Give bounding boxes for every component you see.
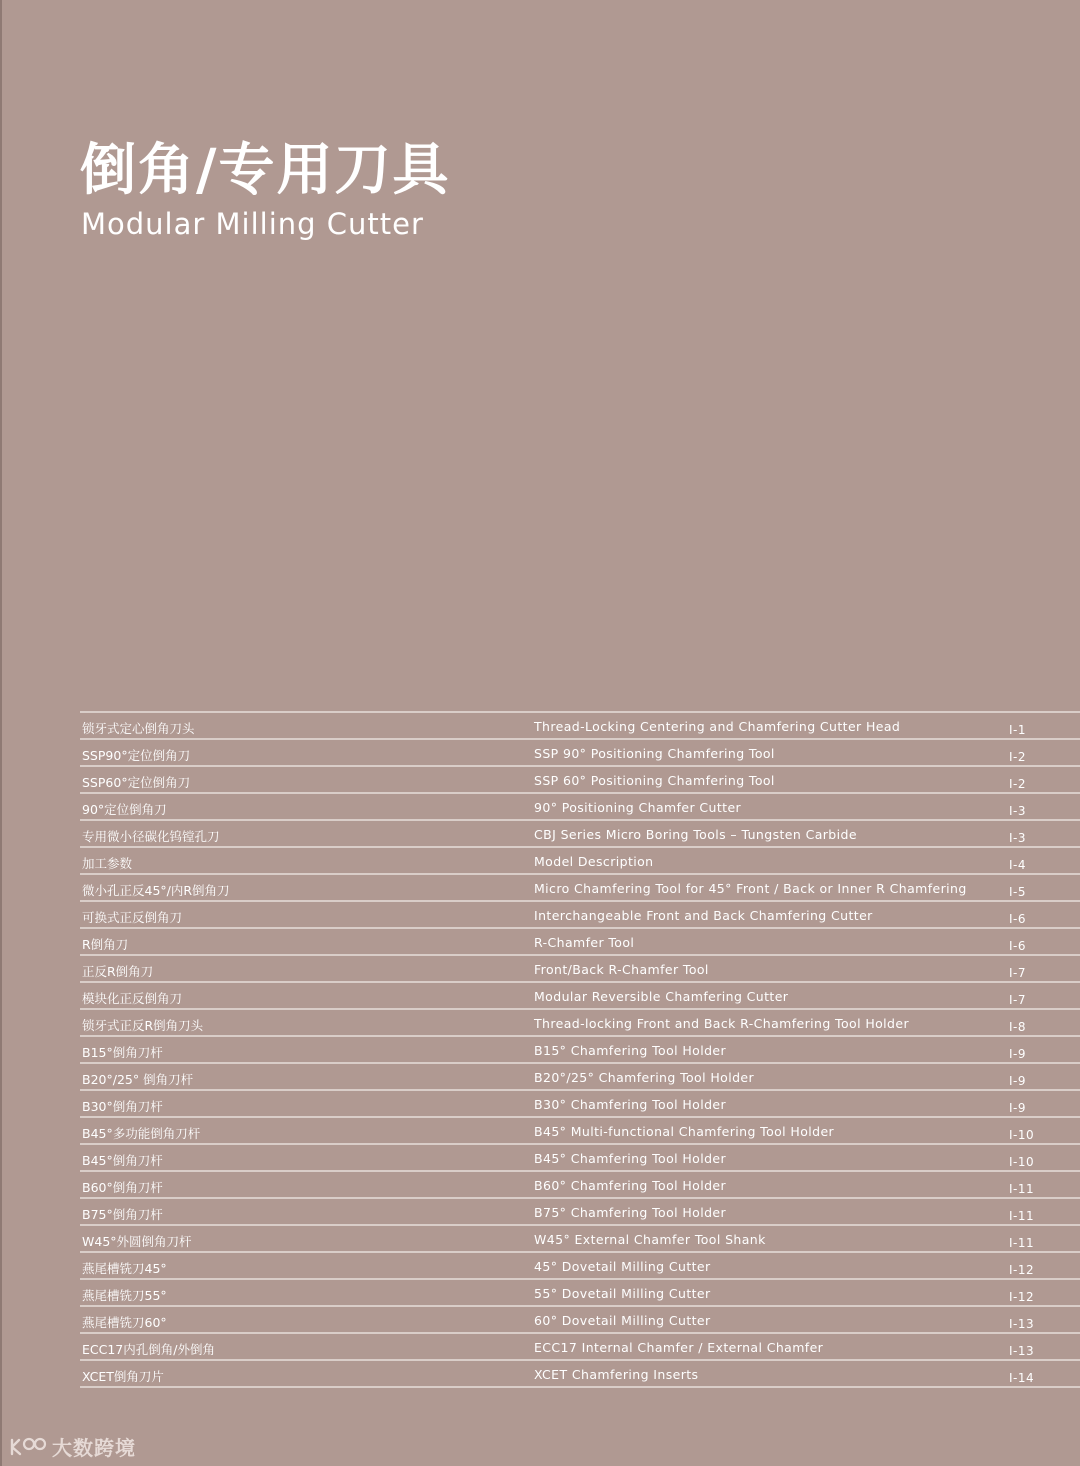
toc-title-zh: 锁牙式正反R倒角刀头 <box>82 1018 204 1033</box>
toc-page-number: I-10 <box>1009 1155 1035 1169</box>
toc-row <box>80 848 1080 875</box>
toc-page-number: I-9 <box>1009 1047 1027 1061</box>
toc-title-zh: B15°倒角刀杆 <box>82 1045 163 1060</box>
toc-page-number: I-9 <box>1009 1074 1027 1088</box>
toc-row <box>80 1199 1080 1226</box>
toc-title-zh: B75°倒角刀杆 <box>82 1207 163 1222</box>
toc-row <box>80 1145 1080 1172</box>
toc-title-zh: 模块化正反倒角刀 <box>82 991 183 1006</box>
toc-title-zh: 专用微小径碳化钨镗孔刀 <box>82 829 220 844</box>
toc-page-number: I-9 <box>1009 1101 1027 1115</box>
toc-row <box>80 1118 1080 1145</box>
toc-title-zh: W45°外圆倒角刀杆 <box>82 1234 192 1249</box>
toc-page-number: I-13 <box>1009 1317 1035 1331</box>
toc-row <box>80 983 1080 1010</box>
toc-title-en: SSP 90° Positioning Chamfering Tool <box>534 746 775 761</box>
toc-title-zh: 可换式正反倒角刀 <box>82 910 183 925</box>
toc-row <box>80 902 1080 929</box>
toc-page-number: I-3 <box>1009 831 1027 845</box>
toc-title-en: 60° Dovetail Milling Cutter <box>534 1313 711 1328</box>
toc-title-en: Thread-Locking Centering and Chamfering Cutter Head <box>534 719 901 734</box>
toc-title-en: B45° Multi-functional Chamfering Tool Holder <box>534 1124 835 1139</box>
toc-title-en: B45° Chamfering Tool Holder <box>534 1151 727 1166</box>
toc-title-en: B20°/25° Chamfering Tool Holder <box>534 1070 755 1085</box>
toc-title-zh: B20°/25° 倒角刀杆 <box>82 1072 194 1087</box>
toc-row <box>80 794 1080 821</box>
toc-row <box>80 1307 1080 1334</box>
toc-page-number: I-11 <box>1009 1182 1035 1196</box>
toc-row <box>80 875 1080 902</box>
toc-title-en: Interchangeable Front and Back Chamfering Cutter <box>534 908 873 923</box>
toc-row <box>80 1361 1080 1388</box>
toc-row <box>80 1226 1080 1253</box>
page-edge <box>0 0 2 1466</box>
toc-title-zh: 90°定位倒角刀 <box>82 802 167 817</box>
toc-page-number: I-7 <box>1009 966 1027 980</box>
toc-row <box>80 1091 1080 1118</box>
toc-row <box>80 1334 1080 1361</box>
toc-title-zh: 燕尾槽铣刀55° <box>82 1288 167 1303</box>
toc-page-number: I-11 <box>1009 1209 1035 1223</box>
toc-row <box>80 1253 1080 1280</box>
toc-page-number: I-2 <box>1009 750 1027 764</box>
toc-page-number: I-8 <box>1009 1020 1027 1034</box>
toc-title-en: XCET Chamfering Inserts <box>534 1367 699 1382</box>
toc-title-en: SSP 60° Positioning Chamfering Tool <box>534 773 775 788</box>
toc-title-zh: ECC17内孔倒角/外倒角 <box>82 1342 215 1357</box>
toc-title-en: Front/Back R-Chamfer Tool <box>534 962 709 977</box>
toc-row <box>80 767 1080 794</box>
toc-title-en: B60° Chamfering Tool Holder <box>534 1178 727 1193</box>
page-title: 倒角/专用刀具 <box>80 138 451 203</box>
toc-title-zh: 燕尾槽铣刀45° <box>82 1261 167 1276</box>
toc-title-zh: SSP90°定位倒角刀 <box>82 748 191 763</box>
toc-title-zh: SSP60°定位倒角刀 <box>82 775 191 790</box>
toc-title-zh: B30°倒角刀杆 <box>82 1099 163 1114</box>
toc-title-en: W45° External Chamfer Tool Shank <box>534 1232 766 1247</box>
toc-page-number: I-6 <box>1009 939 1027 953</box>
toc-title-zh: B45°倒角刀杆 <box>82 1153 163 1168</box>
toc-row <box>80 1010 1080 1037</box>
toc-title-zh: B60°倒角刀杆 <box>82 1180 163 1195</box>
toc-title-zh: R倒角刀 <box>82 937 129 952</box>
toc-row <box>80 956 1080 983</box>
toc-title-en: R-Chamfer Tool <box>534 935 635 950</box>
page-subtitle: Modular Milling Cutter <box>81 207 424 241</box>
toc-page-number: I-4 <box>1009 858 1027 872</box>
toc-title-zh: 燕尾槽铣刀60° <box>82 1315 167 1330</box>
toc-row <box>80 1280 1080 1307</box>
toc-title-en: CBJ Series Micro Boring Tools – Tungsten Carbide <box>534 827 857 842</box>
toc-page-number: I-1 <box>1009 723 1027 737</box>
toc-page-number: I-10 <box>1009 1128 1035 1142</box>
toc-title-en: Thread-locking Front and Back R-Chamfering Tool Holder <box>534 1016 909 1031</box>
toc-page-number: I-11 <box>1009 1236 1035 1250</box>
toc-page-number: I-12 <box>1009 1290 1035 1304</box>
toc-row <box>80 1064 1080 1091</box>
toc-row <box>80 713 1080 740</box>
toc-page-number: I-7 <box>1009 993 1027 1007</box>
toc-title-en: B75° Chamfering Tool Holder <box>534 1205 727 1220</box>
toc-title-en: B30° Chamfering Tool Holder <box>534 1097 727 1112</box>
toc-row <box>80 821 1080 848</box>
toc-page-number: I-14 <box>1009 1371 1035 1385</box>
toc-title-zh: 锁牙式定心倒角刀头 <box>82 721 195 736</box>
watermark-text: 大数跨境 <box>52 1435 136 1460</box>
toc-row <box>80 740 1080 767</box>
toc-page-number: I-5 <box>1009 885 1027 899</box>
toc-title-en: ECC17 Internal Chamfer / External Chamfer <box>534 1340 824 1355</box>
toc-title-en: 55° Dovetail Milling Cutter <box>534 1286 711 1301</box>
toc-title-zh: XCET倒角刀片 <box>82 1369 164 1384</box>
toc-title-zh: 微小孔正反45°/内R倒角刀 <box>82 883 230 898</box>
toc-page-number: I-3 <box>1009 804 1027 818</box>
toc-row <box>80 1037 1080 1064</box>
toc-title-en: Modular Reversible Chamfering Cutter <box>534 989 789 1004</box>
toc-title-zh: 加工参数 <box>82 856 133 871</box>
toc-title-zh: 正反R倒角刀 <box>82 964 154 979</box>
toc-row <box>80 1172 1080 1199</box>
toc-page-number: I-6 <box>1009 912 1027 926</box>
table-of-contents <box>80 711 1080 1388</box>
toc-title-en: Model Description <box>534 854 654 869</box>
toc-title-zh: B45°多功能倒角刀杆 <box>82 1126 201 1141</box>
toc-row <box>80 929 1080 956</box>
toc-page-number: I-13 <box>1009 1344 1035 1358</box>
toc-title-en: 90° Positioning Chamfer Cutter <box>534 800 742 815</box>
toc-title-en: Micro Chamfering Tool for 45° Front / Back or Inner R Chamfering <box>534 881 967 896</box>
toc-title-en: B15° Chamfering Tool Holder <box>534 1043 727 1058</box>
toc-title-en: 45° Dovetail Milling Cutter <box>534 1259 711 1274</box>
toc-page-number: I-2 <box>1009 777 1027 791</box>
watermark-logo-icon <box>8 1432 48 1460</box>
watermark <box>8 1430 136 1462</box>
toc-page-number: I-12 <box>1009 1263 1035 1277</box>
